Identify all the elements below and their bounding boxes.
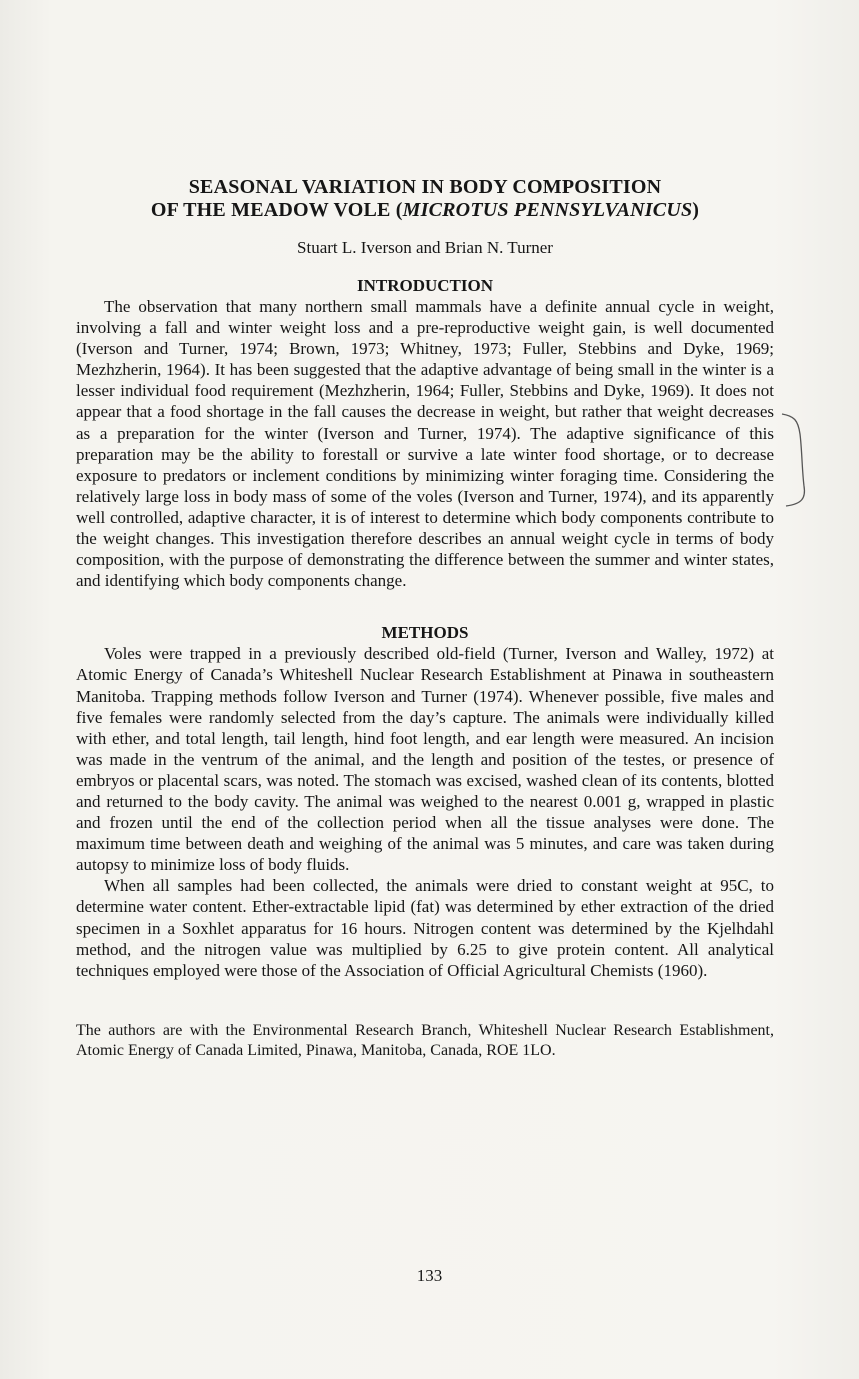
- author-affiliation-footnote: The authors are with the Environmental Research Branch, Whiteshell Nuclear Research Establishment, Atomic Energy of Canada Limited, Pinawa, Manitoba, Canada, ROE 1LO.: [76, 1021, 774, 1059]
- title-line-1: SEASONAL VARIATION IN BODY COMPOSITION: [188, 176, 662, 198]
- handwritten-bracket-mark: [780, 410, 820, 510]
- authors: Stuart L. Iverson and Brian N. Turner: [297, 238, 553, 257]
- title-line-2-suffix: ): [692, 199, 700, 221]
- page-number: 133: [416, 1266, 443, 1285]
- article-body: [76, 176, 774, 1061]
- title-line-2-prefix: OF THE MEADOW VOLE (: [150, 199, 403, 221]
- article-title: [76, 176, 774, 222]
- methods-paragraph-1: Voles were trapped in a previously described old-field (Turner, Iverson and Walley, 1972) at Atomic Energy of Canada’s Whiteshell Nuclear Research Establishment at Pinawa in southeastern Manitoba. Trapping methods follow Iverson and Turner (1974). Whenever possible, five males and five females were randomly selected from the day’s capture. The animals were individually killed with ether, and total length, tail length, hind foot length, and ear length were measured. An incision was made in the ventrum of the animal, and the length and position of the testes, or presence of embryos or placental scars, was noted. The stomach was excised, washed clean of its contents, blotted and returned to the body cavity. The animal was weighed to the nearest 0.001 g, wrapped in plastic and frozen until the end of the collection period when all the tissue analyses were done. The maximum time between death and weighing of the animal was 5 minutes, and care was taken during autopsy to minimize loss of body fluids.: [76, 644, 774, 875]
- introduction-paragraph: The observation that many northern small mammals have a definite annual cycle in weight, involving a fall and winter weight loss and a pre-reproductive weight gain, is well documented (Iverson and Turner, 1974; Brown, 1973; Whitney, 1973; Fuller, Stebbins and Dyke, 1969; Mezhzherin, 1964). It has been suggested that the adaptive advantage of being small in the winter is a lesser individual food requirement (Mezhzherin, 1964; Fuller, Stebbins and Dyke, 1969). It does not appear that a food shortage in the fall causes the decrease in weight, but rather that weight decreases as a preparation for the winter (Iverson and Turner, 1974). The adaptive significance of this preparation may be the ability to forestall or survive a late winter food shortage, or to decrease exposure to predators or inclement conditions by minimizing winter foraging time. Considering the relatively large loss in body mass of some of the voles (Iverson and Turner, 1974), and its apparently well controlled, adaptive character, it is of interest to determine which body components contribute to the weight changes. This investigation therefore describes an annual weight cycle in terms of body composition, with the purpose of demonstrating the difference between the summer and winter states, and identifying which body components change.: [76, 297, 774, 591]
- title-species-name: MICROTUS PENNSYLVANICUS: [402, 199, 693, 221]
- methods-paragraph-2: When all samples had been collected, the animals were dried to constant weight at 95C, to determine water content. Ether-extractable lipid (fat) was determined by ether extraction of the dried specimen in a Soxhlet apparatus for 16 hours. Nitrogen content was determined by the Kjelhdahl method, and the nitrogen value was multiplied by 6.25 to give protein content. All analytical techniques employed were those of the Association of Official Agricultural Chemists (1960).: [76, 876, 774, 980]
- introduction-heading: INTRODUCTION: [356, 276, 494, 295]
- methods-heading: METHODS: [381, 623, 469, 643]
